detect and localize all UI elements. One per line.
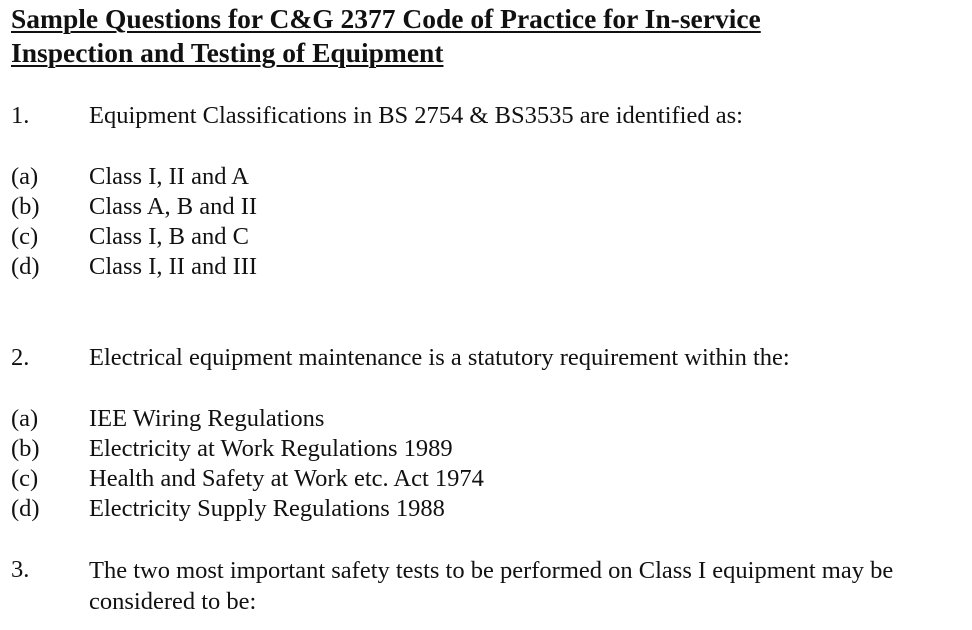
option-text: Class I, II and A <box>89 163 249 190</box>
title-line-1: Sample Questions for C&G 2377 Code of Practice for In-service <box>11 3 761 34</box>
document-title <box>11 2 951 70</box>
option-letter: (c) <box>11 465 39 492</box>
option-text: Class I, B and C <box>89 223 249 250</box>
question-number: 1. <box>11 102 30 129</box>
question-text: Electrical equipment maintenance is a statutory requirement within the: <box>89 344 790 371</box>
option-letter: (b) <box>11 435 40 462</box>
option-text: Electricity at Work Regulations 1989 <box>89 435 453 462</box>
title-line-2: Inspection and Testing of Equipment <box>11 37 444 68</box>
option-text: Electricity Supply Regulations 1988 <box>89 495 445 522</box>
option-letter: (c) <box>11 223 39 250</box>
option-letter: (a) <box>11 163 39 190</box>
option-letter: (d) <box>11 253 40 280</box>
question-text: The two most important safety tests to be performed on Class I equipment may be considered to be: <box>89 557 894 615</box>
question-number: 2. <box>11 344 30 371</box>
option-letter: (b) <box>11 193 40 220</box>
option-letter: (a) <box>11 405 39 432</box>
option-text: IEE Wiring Regulations <box>89 405 325 432</box>
question-text: Equipment Classifications in BS 2754 & BS3535 are identified as: <box>89 102 743 129</box>
option-text: Class A, B and II <box>89 193 258 220</box>
option-letter: (d) <box>11 495 40 522</box>
question-number: 3. <box>11 556 30 583</box>
option-text: Health and Safety at Work etc. Act 1974 <box>89 465 484 492</box>
option-text: Class I, II and III <box>89 253 258 280</box>
